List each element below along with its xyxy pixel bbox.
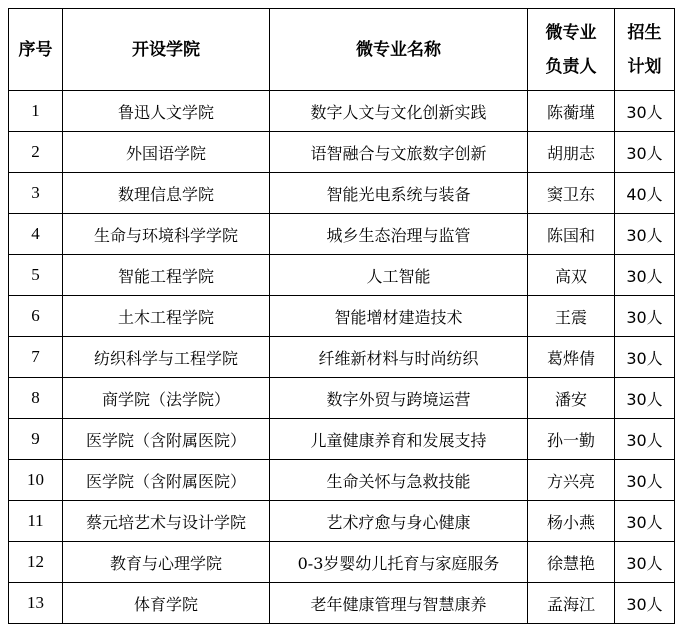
cell-college: 医学院（含附属医院）: [63, 460, 270, 501]
cell-major-name: 数字外贸与跨境运营: [270, 378, 528, 419]
cell-leader: 陈蘅瑾: [528, 91, 615, 132]
cell-college: 土木工程学院: [63, 296, 270, 337]
table-row: [9, 583, 675, 624]
cell-major-name: 语智融合与文旅数字创新: [270, 132, 528, 173]
cell-no: 6: [9, 296, 63, 337]
cell-major-name: 人工智能: [270, 255, 528, 296]
cell-college: 外国语学院: [63, 132, 270, 173]
cell-no: 11: [9, 501, 63, 542]
header-college: 开设学院: [63, 9, 270, 91]
cell-leader: 孙一勤: [528, 419, 615, 460]
cell-plan: 30人: [615, 214, 675, 255]
cell-leader: 孟海江: [528, 583, 615, 624]
cell-leader: 高双: [528, 255, 615, 296]
cell-plan: 30人: [615, 501, 675, 542]
header-leader-line2: 负责人: [545, 56, 597, 77]
cell-college: 医学院（含附属医院）: [63, 419, 270, 460]
table-row: [9, 173, 675, 214]
cell-plan: 30人: [615, 378, 675, 419]
header-row: [9, 9, 675, 91]
cell-plan: 40人: [615, 173, 675, 214]
cell-plan: 30人: [615, 583, 675, 624]
table-row: [9, 419, 675, 460]
cell-plan: 30人: [615, 337, 675, 378]
cell-college: 数理信息学院: [63, 173, 270, 214]
table-row: [9, 501, 675, 542]
cell-college: 教育与心理学院: [63, 542, 270, 583]
cell-no: 1: [9, 91, 63, 132]
cell-no: 10: [9, 460, 63, 501]
cell-leader: 方兴亮: [528, 460, 615, 501]
cell-no: 5: [9, 255, 63, 296]
header-leader: [528, 9, 615, 91]
cell-leader: 陈国和: [528, 214, 615, 255]
cell-no: 4: [9, 214, 63, 255]
header-no: 序号: [9, 9, 63, 91]
header-plan-line2: 计划: [627, 56, 662, 77]
cell-major-name: 纤维新材料与时尚纺织: [270, 337, 528, 378]
table-row: [9, 296, 675, 337]
header-name: 微专业名称: [270, 9, 528, 91]
table-row: [9, 460, 675, 501]
table-row: [9, 337, 675, 378]
cell-college: 商学院（法学院）: [63, 378, 270, 419]
cell-college: 智能工程学院: [63, 255, 270, 296]
cell-major-name: 儿童健康养育和发展支持: [270, 419, 528, 460]
table-row: [9, 255, 675, 296]
cell-no: 9: [9, 419, 63, 460]
cell-leader: 潘安: [528, 378, 615, 419]
cell-major-name: 生命关怀与急救技能: [270, 460, 528, 501]
cell-plan: 30人: [615, 91, 675, 132]
cell-plan: 30人: [615, 419, 675, 460]
cell-no: 7: [9, 337, 63, 378]
cell-no: 12: [9, 542, 63, 583]
table-header: [9, 9, 675, 91]
table-row: [9, 132, 675, 173]
cell-leader: 王震: [528, 296, 615, 337]
cell-no: 8: [9, 378, 63, 419]
micro-major-table: [8, 8, 675, 624]
table-body: [9, 91, 675, 624]
cell-major-name: 0-3岁婴幼儿托育与家庭服务: [270, 542, 528, 583]
cell-major-name: 城乡生态治理与监管: [270, 214, 528, 255]
cell-college: 蔡元培艺术与设计学院: [63, 501, 270, 542]
cell-college: 体育学院: [63, 583, 270, 624]
cell-major-name: 老年健康管理与智慧康养: [270, 583, 528, 624]
cell-no: 13: [9, 583, 63, 624]
cell-leader: 胡朋志: [528, 132, 615, 173]
header-plan: [615, 9, 675, 91]
header-leader-line1: 微专业: [545, 22, 597, 43]
cell-plan: 30人: [615, 132, 675, 173]
cell-plan: 30人: [615, 255, 675, 296]
cell-college: 鲁迅人文学院: [63, 91, 270, 132]
table-row: [9, 214, 675, 255]
cell-leader: 窦卫东: [528, 173, 615, 214]
cell-leader: 杨小燕: [528, 501, 615, 542]
cell-plan: 30人: [615, 542, 675, 583]
cell-college: 纺织科学与工程学院: [63, 337, 270, 378]
cell-no: 2: [9, 132, 63, 173]
table-row: [9, 542, 675, 583]
cell-major-name: 智能增材建造技术: [270, 296, 528, 337]
cell-plan: 30人: [615, 460, 675, 501]
table-row: [9, 91, 675, 132]
cell-major-name: 智能光电系统与装备: [270, 173, 528, 214]
cell-college: 生命与环境科学学院: [63, 214, 270, 255]
cell-no: 3: [9, 173, 63, 214]
cell-major-name: 数字人文与文化创新实践: [270, 91, 528, 132]
cell-leader: 徐慧艳: [528, 542, 615, 583]
header-plan-line1: 招生: [627, 22, 662, 43]
table-row: [9, 378, 675, 419]
cell-major-name: 艺术疗愈与身心健康: [270, 501, 528, 542]
cell-leader: 葛烨倩: [528, 337, 615, 378]
cell-plan: 30人: [615, 296, 675, 337]
